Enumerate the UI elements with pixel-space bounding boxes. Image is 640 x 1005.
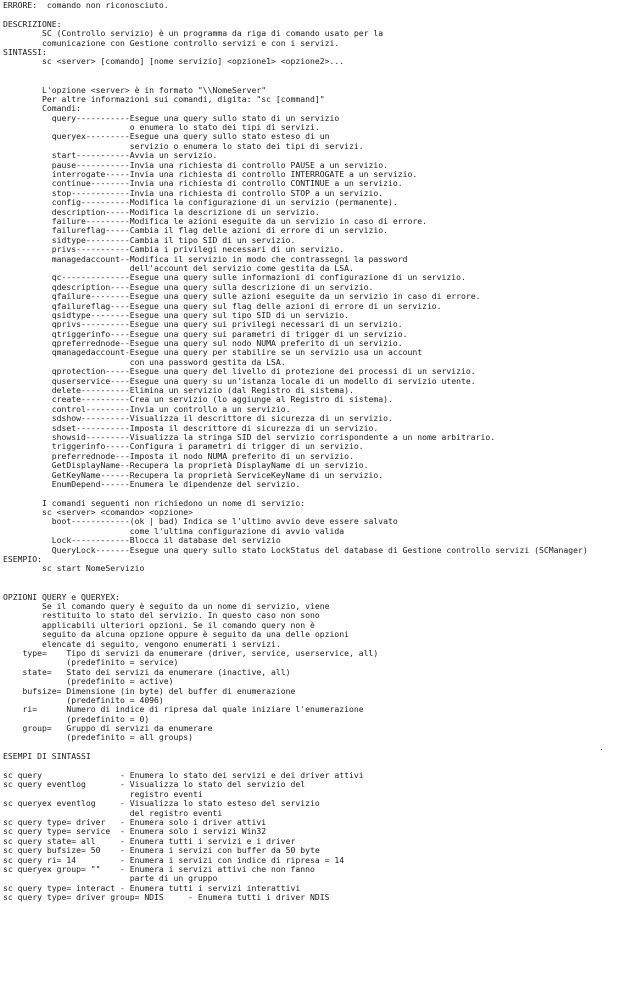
console-line: comunicazione con Gestione controllo servizi e con i servizi. <box>3 37 340 48</box>
console-line: qprivs----------Esegue una query sui privilegi necessari di un servizio. <box>3 319 403 330</box>
console-line: sc query - Enumera lo stato dei servizi e dei driver attivi <box>3 770 364 781</box>
console-line: ESEMPIO: <box>3 554 42 565</box>
console-line: type= Tipo di servizi da enumerare (driver, service, userservice, all) <box>3 647 379 658</box>
console-line: del registro eventi <box>3 807 223 818</box>
console-line: continue--------Invia una richiesta di controllo CONTINUE a un servizio. <box>3 178 403 189</box>
console-line: sc query type= driver group= NDIS - Enumera tutti i driver NDIS <box>3 892 330 903</box>
console-line: pause-----------Invia una richiesta di controllo PAUSE a un servizio. <box>3 159 388 170</box>
console-line: Lock------------Blocca il database del servizio <box>3 535 281 546</box>
console-line: (predefinito = 4096) <box>3 694 164 705</box>
console-line: control---------Invia un controllo a un servizio. <box>3 403 291 414</box>
console-line: sc start NomeServizio <box>3 563 145 574</box>
console-line: sc query type= service - Enumera solo i servizi Win32 <box>3 826 267 837</box>
console-line: (predefinito = service) <box>3 657 179 668</box>
console-line: sc query ri= 14 - Enumera i servizi con indice di ripresa = 14 <box>3 854 345 865</box>
console-line: triggerinfo-----Configura i parametri di trigger di un servizio. <box>3 441 364 452</box>
console-line: qsidtype--------Esegue una query sul tipo SID di un servizio. <box>3 309 349 320</box>
console-line: seguito da alcuna opzione oppure è seguito da una delle opzioni <box>3 629 349 640</box>
console-line: servizio o enumera lo stato dei tipi di servizi. <box>3 140 364 151</box>
console-line: (predefinito = active) <box>3 676 174 687</box>
console-line: dell'account del servizio come gestita da LSA. <box>3 262 354 273</box>
console-line: registro eventi <box>3 788 203 799</box>
console-line: Se il comando query è seguito da un nome di servizio, viene <box>3 601 330 611</box>
console-line: group= Gruppo di servizi da enumerare <box>3 723 213 734</box>
console-line: delete----------Elimina un servizio (dal Registro di sistema). <box>3 385 354 396</box>
console-line: sc query state= all - Enumera tutti i servizi e i driver <box>3 835 296 846</box>
console-line: DESCRIZIONE: <box>3 18 62 29</box>
console-line: privs-----------Cambia i privilegi necessari di un servizio. <box>3 244 345 255</box>
console-line: qdescription----Esegue una query sulla descrizione di un servizio. <box>3 281 374 292</box>
console-line: Per altre informazioni sui comandi, digita: "sc [command]" <box>3 93 325 104</box>
console-line: SC (Controllo servizio) è un programma da riga di comando usato per la <box>3 28 384 39</box>
console-line: L'opzione <server> è in formato "\\NomeServer" <box>3 84 267 95</box>
stray-pixel <box>601 749 602 750</box>
console-line: SINTASSI: <box>3 46 47 57</box>
console-line: sc query type= interact - Enumera tutti i servizi interattivi <box>3 882 301 893</box>
console-line: sdset-----------Imposta il descrittore di sicurezza di un servizio. <box>3 422 379 433</box>
console-line: qmanagedaccount-Esegue una query per stabilire se un servizio usa un account <box>3 347 423 358</box>
console-line: con una password gestita da LSA. <box>3 356 286 367</box>
console-line: qtriggerinfo----Esegue una query sui parametri di trigger di un servizio. <box>3 328 408 339</box>
console-line: sc query bufsize= 50 - Enumera i servizi con buffer da 50 byte <box>3 845 320 856</box>
console-line: failureflag-----Cambia il flag delle azioni di errore di un servizio. <box>3 225 388 236</box>
console-line: GetDisplayName--Recupera la proprietà DisplayName di un servizio. <box>3 460 369 471</box>
console-line: interrogate-----Invia una richiesta di controllo INTERROGATE a un servizio. <box>3 169 418 180</box>
console-line: state= Stato dei servizi da enumerare (inactive, all) <box>3 666 291 677</box>
console-line: (predefinito = all groups) <box>3 732 194 743</box>
console-line: start-----------Avvia un servizio. <box>3 150 218 161</box>
console-line: query-----------Esegue una query sullo stato di un servizio <box>3 112 340 123</box>
console-line: GetKeyName------Recupera la proprietà ServiceKeyName di un servizio. <box>3 469 384 480</box>
console-line: sc query eventlog - Visualizza lo stato del servizio del <box>3 779 306 790</box>
console-line: sc queryex group= "" - Enumera i servizi attivi che non fanno <box>3 863 315 874</box>
console-line: qfailureflag----Esegue una query sul flag delle azioni di errore di un servizio. <box>3 300 442 311</box>
console-line: description-----Modifica la descrizione di un servizio. <box>3 206 320 217</box>
console-line: failure---------Modifica le azioni eseguite da un servizio in caso di errore. <box>3 215 427 226</box>
console-line: managedaccount--Modifica il servizio in modo che contrassegni la password <box>3 253 408 264</box>
console-line: queryex---------Esegue una query sullo stato esteso di un <box>3 131 330 142</box>
console-line: sidtype---------Cambia il tipo SID di un servizio. <box>3 234 296 245</box>
console-line: ri= Numero di indice di ripresa dal quale iniziare l'enumerazione <box>3 704 364 715</box>
console-line: sdshow----------Visualizza il descrittore di sicurezza di un servizio. <box>3 413 393 424</box>
console-line: elencate di seguito, vengono enumerati i servizi. <box>3 638 281 649</box>
console-line: sc query type= driver - Enumera solo i driver attivi <box>3 816 267 827</box>
console-line: qprotection-----Esegue una query del livello di protezione dei processi di un servizio. <box>3 366 476 377</box>
console-line: restituito lo stato del servizio. In questo caso non sono <box>3 610 320 621</box>
console-line: qc--------------Esegue una query sulle informazioni di configurazione di un servizio. <box>3 272 466 283</box>
console-line: QueryLock-------Esegue una query sullo stato LockStatus del database di Gestione controllo servizi (SCManager) <box>3 544 588 555</box>
console-line: config----------Modifica la configurazione di un servizio (permanente). <box>3 197 398 208</box>
console-line: (predefinito = 0) <box>3 713 150 724</box>
console-line: qfailure--------Esegue una query sulle azioni eseguite da un servizio in caso di errore. <box>3 291 481 302</box>
console-line: Comandi: <box>3 103 81 114</box>
console-line <box>3 10 640 19</box>
console-line <box>3 67 640 76</box>
console-line: stop------------Invia una richiesta di controllo STOP a un servizio. <box>3 187 384 198</box>
console-line: OPZIONI QUERY e QUERYEX: <box>3 591 120 602</box>
console-line: showsid---------Visualizza la stringa SID del servizio corrispondente a un nome arbitrario. <box>3 431 496 442</box>
console-line: quserservice----Esegue una query su un'istanza locale di un modello di servizio utente. <box>3 375 476 386</box>
console-line: ERRORE: comando non riconosciuto. <box>3 0 169 10</box>
console-line: I comandi seguenti non richiedono un nome di servizio: <box>3 497 306 508</box>
console-line: preferrednode---Imposta il nodo NUMA preferito di un servizio. <box>3 450 354 461</box>
console-line: o enumera lo stato dei tipi di servizi. <box>3 122 320 133</box>
console-line: EnumDepend------Enumera le dipendenze del servizio. <box>3 478 301 489</box>
console-line: create----------Crea un servizio (lo aggiunge al Registro di sistema). <box>3 394 393 405</box>
console-line: ESEMPI DI SINTASSI <box>3 751 91 762</box>
console-line: sc queryex eventlog - Visualizza lo stato esteso del servizio <box>3 798 320 809</box>
console-line: parte di un gruppo <box>3 873 218 884</box>
console-line: bufsize= Dimensione (in byte) del buffer di enumerazione <box>3 685 296 696</box>
console-line: qpreferrednode--Esegue una query sul nodo NUMA preferito di un servizio. <box>3 338 403 349</box>
console-line <box>3 574 640 583</box>
console-line: applicabili ulteriori opzioni. Se il comando query non è <box>3 619 315 630</box>
console-line <box>3 743 640 752</box>
console-line: sc <server> [comando] [nome servizio] <opzione1> <opzione2>... <box>3 56 345 67</box>
console-line: sc <server> <comando> <opzione> <box>3 507 194 518</box>
console-line: boot------------(ok | bad) Indica se l'ultimo avvio deve essere salvato <box>3 516 398 527</box>
console-line: come l'ultima configurazione di avvio valida <box>3 525 345 536</box>
